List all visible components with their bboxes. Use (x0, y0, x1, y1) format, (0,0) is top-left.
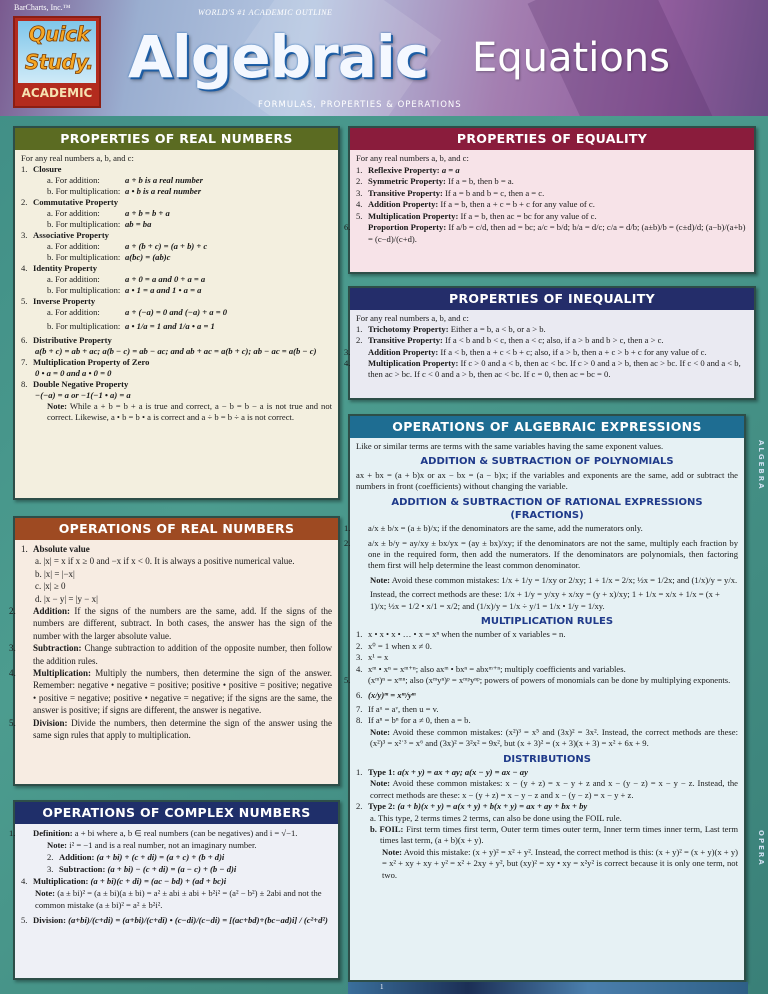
side-tab-algebra: ALGEBRA (757, 440, 765, 491)
list-item: 6. (x/y)ᵐ = xᵐ/yᵐ (356, 689, 416, 700)
page-title-sub: Equations (472, 35, 670, 81)
list-item: 2. Type 2: (a + b)(x + y) = a(x + y) + b(x + y) = ax + ay + bx + by (356, 801, 588, 812)
panel-title: PROPERTIES OF EQUALITY (350, 128, 754, 150)
list-item: 2. Commutative Property (21, 197, 119, 207)
list-item: 1. Absolute value (21, 544, 90, 554)
list-item: 4. Multiplication: Multiply the numbers, then determine the sign of the answer. Remember: negative • negative = positive; positive • positive = positive; negative • positive = negative; positive • negative = negative; if the signs are the same, the answer is positive; if signs are different, the answer is negative. (9, 668, 332, 716)
note: Note: Avoid these common mistakes: (x²)³ = x⁵ and (3x)² = 3x². Instead, the correct methods are these: (x²)³ = x²˙³ = x⁶ and (3x)² = 3²x² = 9x², but (x + 3)² = (x + 3)(x + 3) = x² + 6x + 9. (370, 726, 738, 749)
list-item: 7. If aᵘ = aᵛ, then u = v. (356, 703, 439, 714)
note: Note: Avoid these common mistakes: 1/x + 1/y = 1/xy or 2/xy; 1 + 1/x = 2/x; ½x = 1/2x; and (1/x)/y = y/x. (370, 574, 738, 585)
list-item: 5. Division: Divide the numbers, then determine the sign of the answer using the same sign rules that apply to multiplication. (9, 717, 332, 741)
list-item: 1. Reflexive Property: a = a (356, 164, 460, 175)
list-item: 4. Identity Property (21, 263, 98, 273)
list-item: 3. Associative Property (21, 230, 109, 240)
list-item: 2. Addition: (a + bi) + (c + di) = (a + c) + (b + d)i (47, 852, 225, 863)
list-item: 2. x⁰ = 1 when x ≠ 0. (356, 640, 432, 651)
panel-title: OPERATIONS OF COMPLEX NUMBERS (15, 802, 338, 824)
list-item: 5. Multiplication Property: If a = b, then ac = bc for any value of c. (356, 210, 597, 221)
list-item: 6. Proportion Property: If a/b = c/d, then ad = bc; a/c = b/d; b/a = d/c; c/a = d/b; (a±b)/b = (c±d)/d; (a−b)/(a+b) = (c−d)/(c+d). (344, 222, 746, 244)
list-item: 1. x • x • x • … • x = xⁿ when the number of x variables = n. (356, 629, 566, 640)
side-tab-operations: OPERA (757, 830, 765, 867)
intro-text: For any real numbers a, b, and c: (356, 153, 469, 163)
note: Note: Avoid these common mistakes: x − (y + z) = x − y + z and x − (y − z) = x − y − z. Instead, the correct methods are these: x − (y + z) = x − y − z and x − (y − z) = x − y + z. (370, 778, 738, 800)
panel-operations-algebraic-expressions: OPERATIONS OF ALGEBRAIC EXPRESSIONS Like or similar terms are terms with the same variables having the same exponent values. ADDITION & SUBTRACTION OF POLYNOMIALS ax + bx = (a + b)x or ax − bx = (a − b)x; if the variables and exponents are the same, add or subtract the numbers in front (coefficients) without changing the variable. ADDITION & SUBTRACTION OF RATIONAL EXPRESSIONS (FRACTIONS) 1. a/x ± b/x = (a ± b)/x; if the denominators are the same, add the numerators only. 2. a/x ± b/y = ay/xy ± bx/yx = (ay ± bx)/xy; if the denominators are not the same, multiply each fraction by one in the required form, then add the numerators. If the denominators are polynomials, then factoring them first will help determine the least common denominator. Note: Avoid these common mistakes: 1/x + 1/y = 1/xy or 2/xy; 1 + 1/x = 2/x; ½x = 1/2x; and (1/x)/y = y/x. Instead, the correct methods are these: 1/x + 1/y = y/xy + x/xy = (y + x)/xy; 1 + 1/x = x/x + 1/x = (x + 1)/x; ½x = 1/2 • x/1 = x/2; and (1/x)/y = 1/x ÷ y/1 = 1/x • 1/y = 1/xy. MULTIPLICATION RULES 1. x • x • x • … • x = xⁿ when the number of x variables = n. 2. x⁰ = 1 when x ≠ 0. 3. x¹ = x 4. xᵐ • xⁿ = xᵐ⁺ⁿ; also axᵐ • bxⁿ = abxᵐ⁺ⁿ; multiply coefficients and variables. 5. (xᵐ)ⁿ = xᵐⁿ; also (xᵐyⁿ)ᵖ = xᵐᵖyⁿᵖ; powers of powers of monomials can be done by multiplying exponents. 6. (x/y)ᵐ = xᵐ/yᵐ 7. If aᵘ = aᵛ, then u = v. 8. If aⁿ = bⁿ for a ≠ 0, then a = b. Note: Avoid these common mistakes: (x²)³ = x⁵ and (3x)² = 3x². Instead, the correct methods are these: (x²)³ = x²˙³ = x⁶ and (3x)² = 3²x² = 9x², but (x + 3)² = (x + 3)(x + 3) = x² + 6x + 9. DISTRIBUTIONS 1. Type 1: a(x + y) = ax + ay; a(x − y) = ax − ay Note: Avoid these common mistakes: x − (y + z) = x − y + z and x − (y − z) = x − y − z. Instead, the correct methods are these: x − (y + z) = x − y − z and x − (y − z) = x − y + z. 2. Type 2: (a + b)(x + y) = a(x + y) + b(x + y) = ax + ay + bx + by a. This type, 2 terms times 2 terms, can also be done using the FOIL rule. b. FOIL: First term times first term, Outer term times outer term, Inner term times inner term, Last term times last term, (a + b)(x + y). Note: Avoid this mistake: (x + y)² = x² + y². Instead, the correct method is this: (x + y)² = (x + y)(x + y) = x² + xy + xy + y² = x² + 2xy + y², but (xy)² = xy • xy = x²y² is correct because it is only one term, not two. (348, 414, 746, 982)
note: Note: While a + b = b + a is true and correct, a − b = b − a is not true and not correct. Likewise, a • b = b • a is correct and a ÷ b = b ÷ a is not correct. (47, 401, 333, 422)
list-item: 2. Addition: If the signs of the numbers are the same, add. If the signs of the numbers are different, subtract. In both cases, the answer has the sign of the number with the larger absolute value. (9, 606, 333, 641)
panel-properties-inequality (344, 286, 756, 400)
panel-operations-complex-numbers (9, 800, 340, 980)
list-item: 6. Distributive Property (21, 335, 112, 345)
intro-text: Like or similar terms are terms with the same variables having the same exponent values. (356, 441, 664, 451)
list-item: 2. a/x ± b/y = ay/xy ± bx/yx = (ay ± bx)/xy; if the denominators are not the same, multiply each fraction by one in the required form, then add the numerators. If the denominators are polynomials, then factoring them first will help determine the least common denominator. (344, 537, 738, 571)
list-item: 5. Division: (a+bi)/(c+di) = (a+bi)/(c+di) • (c−di)/(c−di) = [(ac+bd)+(bc−ad)i] / (c²+d²) (21, 915, 328, 926)
section-heading: DISTRIBUTIONS (503, 753, 591, 765)
list-item: 4. Addition Property: If a = b, then a + c = b + c for any value of c. (356, 199, 595, 210)
intro-text: For any real numbers a, b, and c: (21, 153, 134, 163)
list-item: 5. Inverse Property (21, 296, 96, 306)
list-item: 3. Transitive Property: If a = b and b = c, then a = c. (356, 187, 545, 198)
list-item: 4. xᵐ • xⁿ = xᵐ⁺ⁿ; also axᵐ • bxⁿ = abxᵐ⁺ⁿ; multiply coefficients and variables. (356, 663, 626, 674)
section-heading: ADDITION & SUBTRACTION OF RATIONAL EXPRESSIONS (FRACTIONS) (391, 496, 703, 521)
panel-title: PROPERTIES OF INEQUALITY (350, 288, 754, 310)
logo-line-1: Quick (28, 22, 90, 46)
list-item: 3. Subtraction: (a + bi) − (c + di) = (a − c) + (b − d)i (47, 864, 237, 875)
note: Note: Avoid this mistake: (x + y)² = x² + y². Instead, the correct method is this: (x + y)² = (x + y)(x + y) = x² + xy + xy + y² = x² + 2xy + y², but (xy)² = xy • xy = x²y² is correct because it is only one term, not two. (382, 846, 738, 880)
tagline: WORLD'S #1 ACADEMIC OUTLINE (198, 8, 333, 17)
list-item: 1. Closure (21, 164, 62, 174)
list-item: 3. Addition Property: If a < b, then a + c < b + c; also, if a > b, then a + c > b + c for any value of c. (344, 346, 707, 357)
publisher-name: BarCharts, Inc.™ (14, 3, 71, 12)
intro-text: For any real numbers a, b, and c: (356, 313, 469, 323)
section-heading: MULTIPLICATION RULES (480, 616, 614, 628)
list-item: 1. Definition: a + bi where a, b ∈ real numbers (can be negatives) and i = √−1. (9, 828, 298, 838)
list-item: 8. If aⁿ = bⁿ for a ≠ 0, then a = b. (356, 715, 471, 726)
list-item: 2. Transitive Property: If a < b and b < c, then a < c; also, if a > b and b > c, then a > c. (356, 335, 664, 346)
list-item: 5. (xᵐ)ⁿ = xᵐⁿ; also (xᵐyⁿ)ᵖ = xᵐᵖyⁿᵖ; powers of powers of monomials can be done by multiplying exponents. (344, 675, 731, 686)
list-item: 1. a/x ± b/x = (a ± b)/x; if the denominators are the same, add the numerators only. (344, 523, 643, 534)
page-subtitle: FORMULAS, PROPERTIES & OPERATIONS (258, 100, 462, 110)
logo-line-2: Study. (24, 50, 94, 74)
list-item: 1. Trichotomy Property: Either a = b, a < b, or a > b. (356, 324, 546, 335)
note: Note: (a ± bi)² = (a ± bi)(a ± bi) = a² ± abi ± abi + b²i² = (a² − b²) ± 2abi and not the common mistake (a ± bi)² = a² ± b²i². (35, 888, 322, 911)
page-number: 1 (380, 983, 384, 991)
page-title: Algebraic (128, 23, 429, 91)
quick-study-logo (13, 16, 101, 108)
list-item: 3. x¹ = x (356, 652, 389, 663)
panel-properties-real-numbers: PROPERTIES OF REAL NUMBERS For any real numbers a, b, and c: 1. Closure a. For addition: a + b is a real number b. For multiplication: a • b is a real number 2. Commutative Property a. For addition: a + b = b + a b. For multiplication: ab = ba 3. Associative Property a. For addition: a + (b + c) = (a + b) + c b. For multiplication: a(bc) = (ab)c 4. Identity Property a. For addition: a + 0 = a and 0 + a = a b. For multiplication: a • 1 = a and 1 • a = a 5. Inverse Property a. For addition: a + (−a) = 0 and (−a) + a = 0 b. For multiplication: a • 1/a = 1 and 1/a • a = 1 6. Distributive Property a(b + c) = ab + ac; a(b − c) = ab − ac; and ab + ac = a(b + c); ab − ac = a(b − c) 7. Multiplication Property of Zero 0 • a = 0 and a • 0 = 0 8. Double Negative Property −(−a) = a or −1(−1 • a) = a Note: While a + b = b + a is true and correct, a − b = b − a is not true and not correct. Likewise, a • b = b • a is correct and a ÷ b = b ÷ a is not correct. (13, 126, 340, 500)
list-item: 7. Multiplication Property of Zero (21, 357, 150, 367)
list-item: 8. Double Negative Property (21, 379, 129, 389)
note: Note: i² = −1 and is a real number, not an imaginary number. (47, 840, 257, 851)
list-item: 3. Subtraction: Change subtraction to addition of the opposite number, then follow the addition rules. (9, 643, 333, 666)
list-item: 4. Multiplication: (a + bi)(c + di) = (ac − bd) + (ad + bc)i (21, 876, 227, 887)
bottom-decoration (348, 982, 748, 994)
panel-title: PROPERTIES OF REAL NUMBERS (15, 128, 338, 150)
panel-properties-equality (344, 126, 756, 274)
logo-line-3: ACADEMIC (21, 86, 93, 100)
panel-title: OPERATIONS OF ALGEBRAIC EXPRESSIONS (350, 416, 744, 438)
header-banner (0, 0, 768, 116)
list-item: 1. Type 1: a(x + y) = ax + ay; a(x − y) = ax − ay (356, 766, 528, 777)
list-item: 2. Symmetric Property: If a = b, then b = a. (356, 176, 514, 187)
list-item: 4. Multiplication Property: If c > 0 and a < b, then ac < bc. If c > 0 and a > b, then ac > bc. If c < 0 and a < b, then ac > bc. If c < 0 and a > b, then ac < bc. If c = 0, then ac = bc = 0. (344, 357, 741, 379)
panel-operations-real-numbers: OPERATIONS OF REAL NUMBERS 1. Absolute value a. |x| = x if x ≥ 0 and −x if x < 0. It is always a positive numerical value. b. |x| = |−x| c. |x| ≥ 0 d. |x − y| = |y − x| 2. Addition: If the signs of the numbers are the same, add. If the signs of the numbers are different, subtract. In both cases, the answer has the sign of the number with the larger absolute value. 3. Subtraction: Change subtraction to addition of the opposite number, then follow the addition rules. 4. Multiplication: Multiply the numbers, then determine the sign of the answer. Remember: negative • negative = positive; positive • positive = positive; negative • positive = negative; positive • negative = negative; if the signs are the same, the answer is positive; if signs are different, the answer is negative. 5. Division: Divide the numbers, then determine the sign of the answer using the same sign rules that apply to multiplication. (13, 516, 340, 786)
panel-title: OPERATIONS OF REAL NUMBERS (15, 518, 338, 540)
section-heading: ADDITION & SUBTRACTION OF POLYNOMIALS (420, 456, 674, 468)
